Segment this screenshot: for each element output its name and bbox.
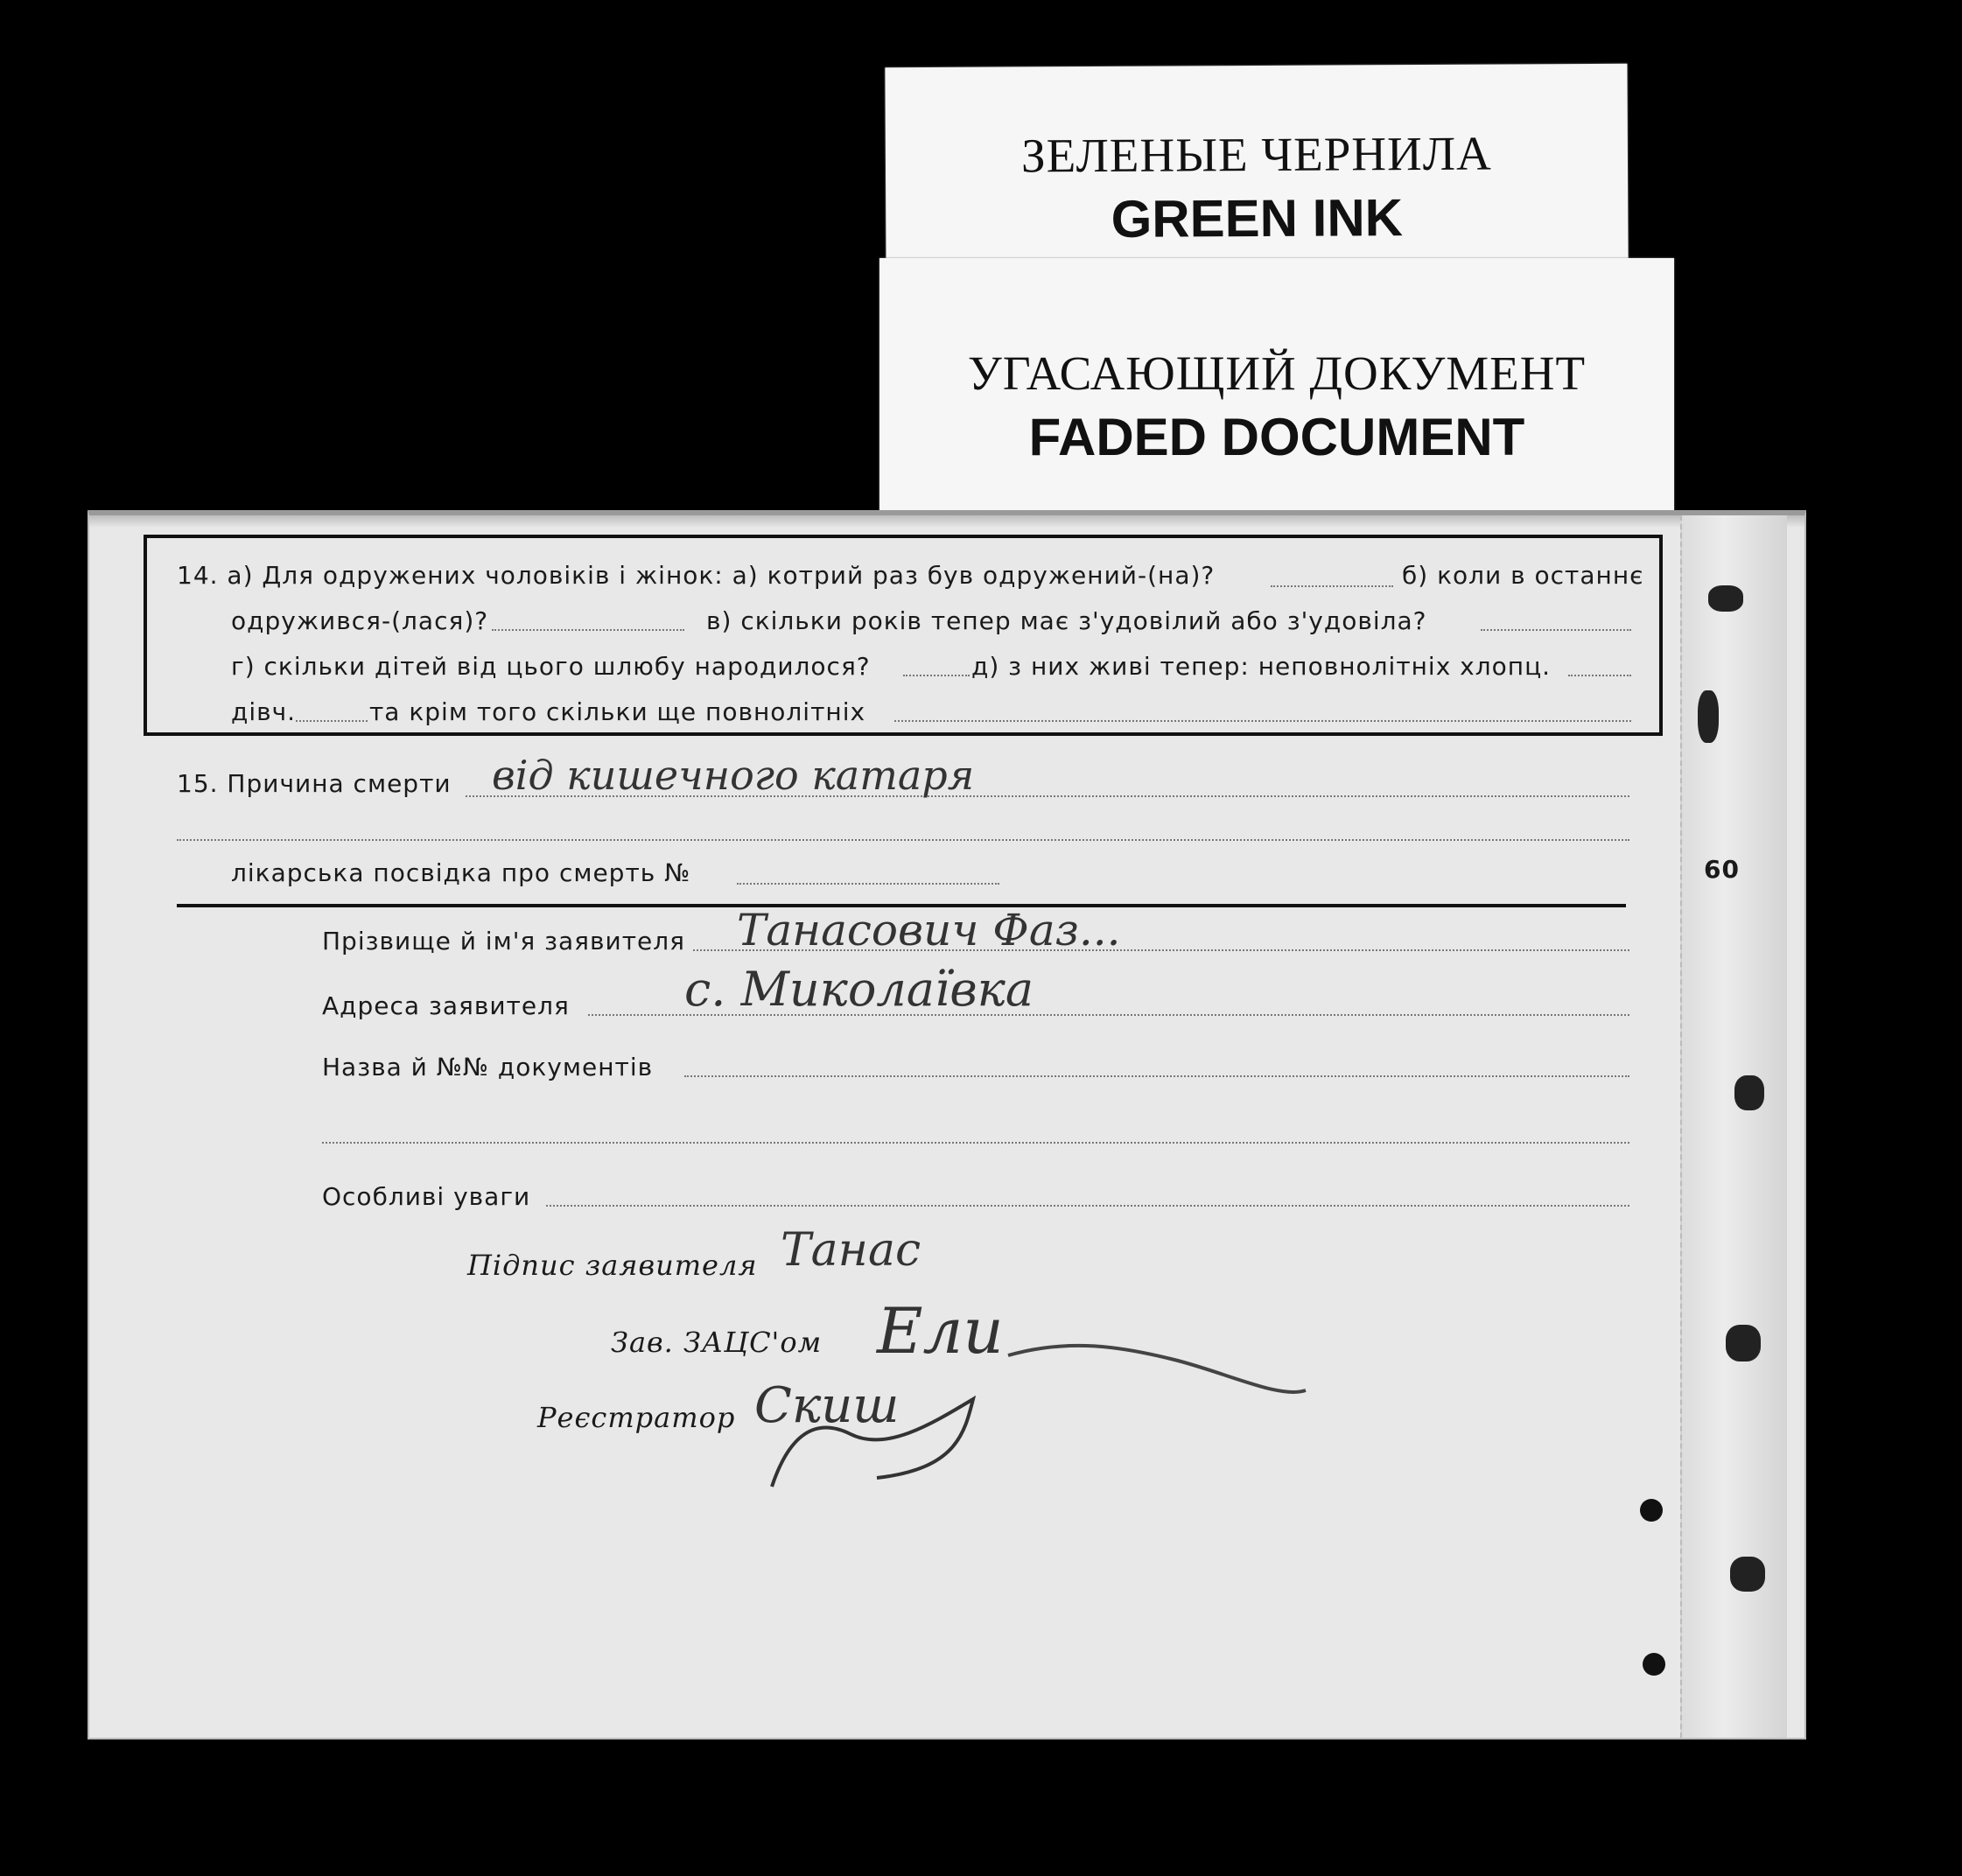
remarks-blank (546, 1205, 1629, 1207)
faded-document-label (879, 258, 1674, 514)
q14-blank-e (1568, 675, 1631, 676)
q14-blank-a (1271, 585, 1393, 587)
ink-blot (1734, 1075, 1764, 1110)
binding-strip (1680, 515, 1787, 1738)
registrar-signature-scrawl: Скиш (754, 1377, 900, 1434)
form-page (88, 510, 1806, 1740)
applicant-name-label: Прізвище й ім'я заявителя (322, 927, 686, 956)
q14-blank-d (903, 675, 970, 676)
green-ink-label-en: GREEN INK (1111, 188, 1404, 248)
q14-line4-a: дівч. (231, 697, 297, 726)
ink-blot (1698, 690, 1719, 743)
registrar-label: Реєстратор (537, 1401, 736, 1434)
q14-line3-a: г) скільки дітей від цього шлюбу народилося? (231, 652, 871, 681)
ink-blot (1726, 1325, 1761, 1362)
q14-line3-b: д) з них живі тепер: неповнолітніх хлопц. (971, 652, 1552, 681)
applicant-signature-label: Підпис заявителя (467, 1249, 758, 1282)
margin-note: 60 (1704, 855, 1740, 884)
faded-document-label-ru: УГАСАЮЩИЙ ДОКУМЕНТ (967, 346, 1587, 400)
q14-line2-b: в) скільки років тепер має з'удовілий або з'удовіла? (706, 606, 1427, 635)
q14-line1-a: 14. а) Для одружених чоловіків і жінок: а) котрий раз був одружений-(на)? (177, 561, 1216, 590)
documents-label: Назва й №№ документів (322, 1053, 654, 1082)
remarks-label: Особливі уваги (322, 1182, 531, 1211)
head-zags-signature-flourish (999, 1329, 1314, 1408)
binding-hole (1640, 1499, 1663, 1522)
applicant-address-label: Адреса заявителя (322, 991, 570, 1020)
applicant-name-handwritten: Танасович Фаз... (737, 905, 1121, 956)
q14-blank-f (296, 720, 368, 722)
q15-certificate-label: лікарська посвідка про смерть № (231, 858, 691, 887)
documents-blank-2 (322, 1142, 1629, 1144)
faded-document-label-en: FADED DOCUMENT (1028, 408, 1525, 466)
q15-label: 15. Причина смерти (177, 769, 452, 798)
ink-blot (1708, 585, 1743, 612)
applicant-address-handwritten: с. Миколаївка (684, 962, 1034, 1017)
q14-blank-b (492, 629, 684, 631)
q14-line2-a: одружився-(лася)? (231, 606, 489, 635)
documents-blank (684, 1075, 1629, 1077)
ink-blot (1730, 1557, 1765, 1592)
applicant-signature-scrawl: Танас (781, 1224, 921, 1277)
q15-blank-2 (177, 839, 1629, 841)
head-zags-label: Зав. ЗАЦС'ом (611, 1326, 823, 1359)
q14-line1-b: б) коли в останнє (1402, 561, 1644, 590)
q15-certificate-blank (737, 883, 999, 885)
q14-line4-b: та крім того скільки ще повнолітніх (369, 697, 866, 726)
green-ink-label-ru: ЗЕЛЕНЫЕ ЧЕРНИЛА (1020, 126, 1492, 183)
green-ink-label (885, 64, 1628, 267)
registrar-signature-flourish (754, 1382, 999, 1504)
head-zags-signature-scrawl: Ели (877, 1294, 1004, 1368)
q14-blank-g (894, 720, 1631, 722)
q15-cause-handwritten: від кишечного катаря (492, 752, 975, 799)
q14-blank-c (1481, 629, 1631, 631)
binding-hole (1643, 1653, 1665, 1676)
